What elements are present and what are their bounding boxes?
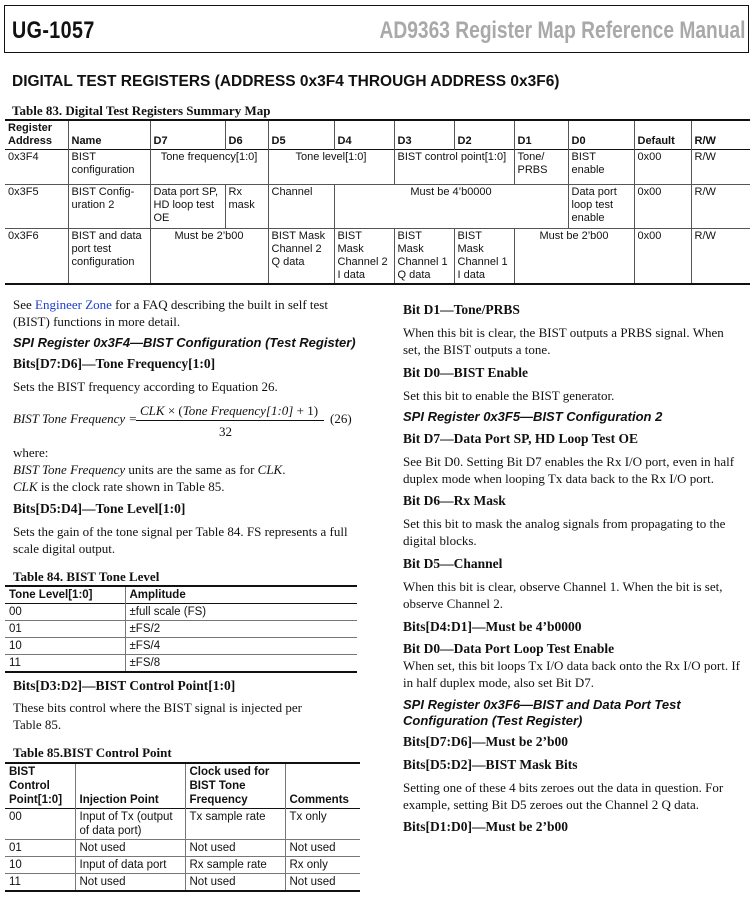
- th-injection-point: Injection Point: [75, 763, 185, 809]
- table-row: [5, 655, 357, 673]
- table-row: [5, 857, 360, 874]
- th-name: Name: [68, 120, 150, 150]
- table85: [5, 762, 360, 892]
- paragraph-where: where:: [13, 445, 49, 460]
- th-amplitude: Amplitude: [125, 586, 357, 604]
- heading-bit-d5: Bit D5—Channel: [403, 556, 503, 571]
- table85-caption: Table 85.BIST Control Point: [13, 745, 172, 760]
- cell: 10: [9, 640, 22, 652]
- paragraph: Sets the BIST frequency according to Equation 26.: [13, 379, 278, 394]
- cell: Data port loop test enable: [568, 185, 634, 229]
- table-row: [5, 809, 360, 840]
- eq-lhs: BIST Tone Frequency =: [13, 411, 138, 426]
- cell: 0x00: [634, 229, 691, 285]
- cell: BIST Config-uration 2: [68, 185, 150, 229]
- cell: 0x00: [634, 185, 691, 229]
- th-d6: D6: [225, 120, 268, 150]
- th-d0: D0: [568, 120, 634, 150]
- document-id: UG-1057: [12, 17, 95, 44]
- heading-bits-d3d2: Bits[D3:D2]—BIST Control Point[1:0]: [13, 678, 236, 693]
- table83: [5, 119, 750, 285]
- cell: Input of data port: [75, 857, 185, 874]
- table85-header-row: [5, 763, 360, 809]
- paragraph-where2: CLK is the clock rate shown in Table 85.: [13, 479, 225, 494]
- cell: R/W: [691, 185, 750, 229]
- heading-spi-3f5: SPI Register 0x3F5—BIST Configuration 2: [403, 409, 663, 424]
- th-rw: R/W: [691, 120, 750, 150]
- cell: 0x3F5: [8, 186, 39, 198]
- cell: ±FS/8: [125, 655, 357, 673]
- cell: Tone/ PRBS: [514, 150, 568, 185]
- table-row: [5, 604, 357, 621]
- paragraph: When this bit is clear, the BIST outputs a PRBS signal. When set, the BIST outputs a tone.: [403, 325, 724, 357]
- cell: 0x3F4: [8, 151, 39, 163]
- paragraph: Setting one of these 4 bits zeroes out the data in question. For example, setting Bit D5 zeroes out the Channel 2 Q data.: [403, 780, 724, 812]
- eq-denominator: 32: [219, 424, 232, 439]
- cell: BIST and data port test configuration: [68, 229, 150, 285]
- th-d1: D1: [514, 120, 568, 150]
- eq-number: (26): [330, 411, 352, 426]
- cell: Tx sample rate: [185, 809, 285, 840]
- paragraph: Sets the gain of the tone signal per Table 84. FS represents a full scale digital output.: [13, 524, 348, 556]
- th-d4: D4: [334, 120, 394, 150]
- heading-bit-d6: Bit D6—Rx Mask: [403, 493, 506, 508]
- cell: Not used: [185, 874, 285, 892]
- heading-bit-d0: Bit D0—BIST Enable: [403, 365, 529, 380]
- heading-bit-d1: Bit D1—Tone/PRBS: [403, 302, 520, 317]
- cell: BIST Mask Channel 2 I data: [334, 229, 394, 285]
- table-row: [5, 229, 750, 285]
- th-control-point: BIST Control Point[1:0]: [9, 766, 63, 806]
- heading-spi-3f4: SPI Register 0x3F4—BIST Configuration (Test Register): [13, 335, 356, 350]
- heading-bit-d0b: Bit D0—Data Port Loop Test Enable: [403, 641, 615, 656]
- table83-caption: Table 83. Digital Test Registers Summary Map: [12, 103, 271, 118]
- cell: Rx only: [285, 857, 360, 874]
- cell: Tx only: [285, 809, 360, 840]
- cell: 00: [9, 811, 22, 823]
- th-tone-level: Tone Level[1:0]: [9, 589, 93, 601]
- heading-bits-d7d6: Bits[D7:D6]—Tone Frequency[1:0]: [13, 356, 216, 371]
- cell: Not used: [75, 840, 185, 857]
- table84-header-row: [5, 586, 357, 604]
- cell: BIST Mask Channel 1 Q data: [394, 229, 454, 285]
- th-clock: Clock used for BIST Tone Frequency: [185, 763, 285, 809]
- cell: BIST control point[1:0]: [394, 150, 514, 185]
- heading-bits-d5d4: Bits[D5:D4]—Tone Level[1:0]: [13, 501, 186, 516]
- paragraph-where1: BIST Tone Frequency units are the same as for CLK.: [13, 462, 286, 477]
- th-d7: D7: [150, 120, 225, 150]
- cell: Input of Tx (output of data port): [75, 809, 185, 840]
- table-row: [5, 621, 357, 638]
- th-default: Default: [634, 120, 691, 150]
- cell: Not used: [285, 840, 360, 857]
- paragraph: See Bit D0. Setting Bit D7 enables the Rx I/O port, even in half duplex mode when looping Tx data back to the Rx I/O port.: [403, 454, 735, 486]
- cell: R/W: [691, 150, 750, 185]
- heading-bits-d1d0: Bits[D1:D0]—Must be 2’b00: [403, 819, 568, 834]
- heading-bits-d7d6b: Bits[D7:D6]—Must be 2’b00: [403, 734, 568, 749]
- cell: 01: [9, 623, 22, 635]
- cell: Not used: [185, 840, 285, 857]
- intro-pre: See: [13, 297, 36, 312]
- heading-spi-3f6: SPI Register 0x3F6—BIST and Data Port Test Configuration (Test Register): [403, 697, 681, 728]
- equation-26: [13, 403, 353, 439]
- cell: R/W: [691, 229, 750, 285]
- paragraph: Set this bit to mask the analog signals from propagating to the digital blocks.: [403, 516, 726, 548]
- table-row: [5, 840, 360, 857]
- th-d2: D2: [454, 120, 514, 150]
- cell: Not used: [285, 874, 360, 892]
- cell: Must be 4’b0000: [334, 185, 568, 229]
- cell: ±FS/4: [125, 638, 357, 655]
- table-row: [5, 150, 750, 185]
- cell: Rx mask: [225, 185, 268, 229]
- cell: Must be 2’b00: [150, 229, 268, 285]
- paragraph: When this bit is clear, observe Channel 1. When the bit is set, observe Channel 2.: [403, 579, 723, 611]
- paragraph: Set this bit to enable the BIST generator.: [403, 388, 615, 403]
- paragraph: When set, this bit loops Tx I/O data back onto the Rx I/O port. If in half duplex mode, also set Bit D7.: [403, 658, 740, 690]
- cell: BIST configuration: [68, 150, 150, 185]
- th-address: Register Address: [8, 122, 53, 147]
- table-row: [5, 638, 357, 655]
- table-row: [5, 874, 360, 892]
- heading-bits-d5d2: Bits[D5:D2]—BIST Mask Bits: [403, 757, 578, 772]
- table84: [5, 585, 357, 673]
- table84-caption: Table 84. BIST Tone Level: [13, 569, 160, 584]
- th-d5: D5: [268, 120, 334, 150]
- table83-header-row: [5, 120, 750, 150]
- cell: Tone frequency[1:0]: [150, 150, 268, 185]
- engineer-zone-link[interactable]: Engineer Zone: [35, 297, 112, 312]
- intro-post: for a FAQ describing the built in self test (BIST) functions in more detail.: [13, 297, 328, 329]
- cell: BIST enable: [568, 150, 634, 185]
- th-d3: D3: [394, 120, 454, 150]
- table-row: [5, 185, 750, 229]
- cell: Must be 2’b00: [514, 229, 634, 285]
- cell: ±full scale (FS): [125, 604, 357, 621]
- cell: 11: [9, 657, 21, 669]
- heading-bits-d4d1: Bits[D4:D1]—Must be 4’b0000: [403, 619, 582, 634]
- cell: 00: [9, 606, 22, 618]
- cell: Rx sample rate: [185, 857, 285, 874]
- paragraph: These bits control where the BIST signal is injected per Table 85.: [13, 700, 302, 732]
- cell: Not used: [75, 874, 185, 892]
- cell: BIST Mask Channel 1 I data: [454, 229, 514, 285]
- cell: Tone level[1:0]: [268, 150, 394, 185]
- cell: 01: [9, 842, 22, 854]
- eq-numerator: CLK × (Tone Frequency[1:0] + 1): [140, 403, 319, 418]
- section-title: DIGITAL TEST REGISTERS (ADDRESS 0x3F4 THROUGH ADDRESS 0x3F6): [12, 73, 560, 90]
- cell: 0x00: [634, 150, 691, 185]
- document-title: AD9363 Register Map Reference Manual: [379, 17, 745, 44]
- cell: ±FS/2: [125, 621, 357, 638]
- heading-bit-d7: Bit D7—Data Port SP, HD Loop Test OE: [403, 431, 639, 446]
- cell: 10: [9, 859, 22, 871]
- intro-paragraph: [13, 296, 358, 330]
- cell: BIST Mask Channel 2 Q data: [268, 229, 334, 285]
- cell: 0x3F6: [8, 230, 39, 242]
- fraction-bar: [136, 420, 324, 421]
- cell: Channel: [268, 185, 334, 229]
- cell: Data port SP, HD loop test OE: [150, 185, 225, 229]
- cell: 11: [9, 876, 21, 888]
- th-comments: Comments: [285, 763, 360, 809]
